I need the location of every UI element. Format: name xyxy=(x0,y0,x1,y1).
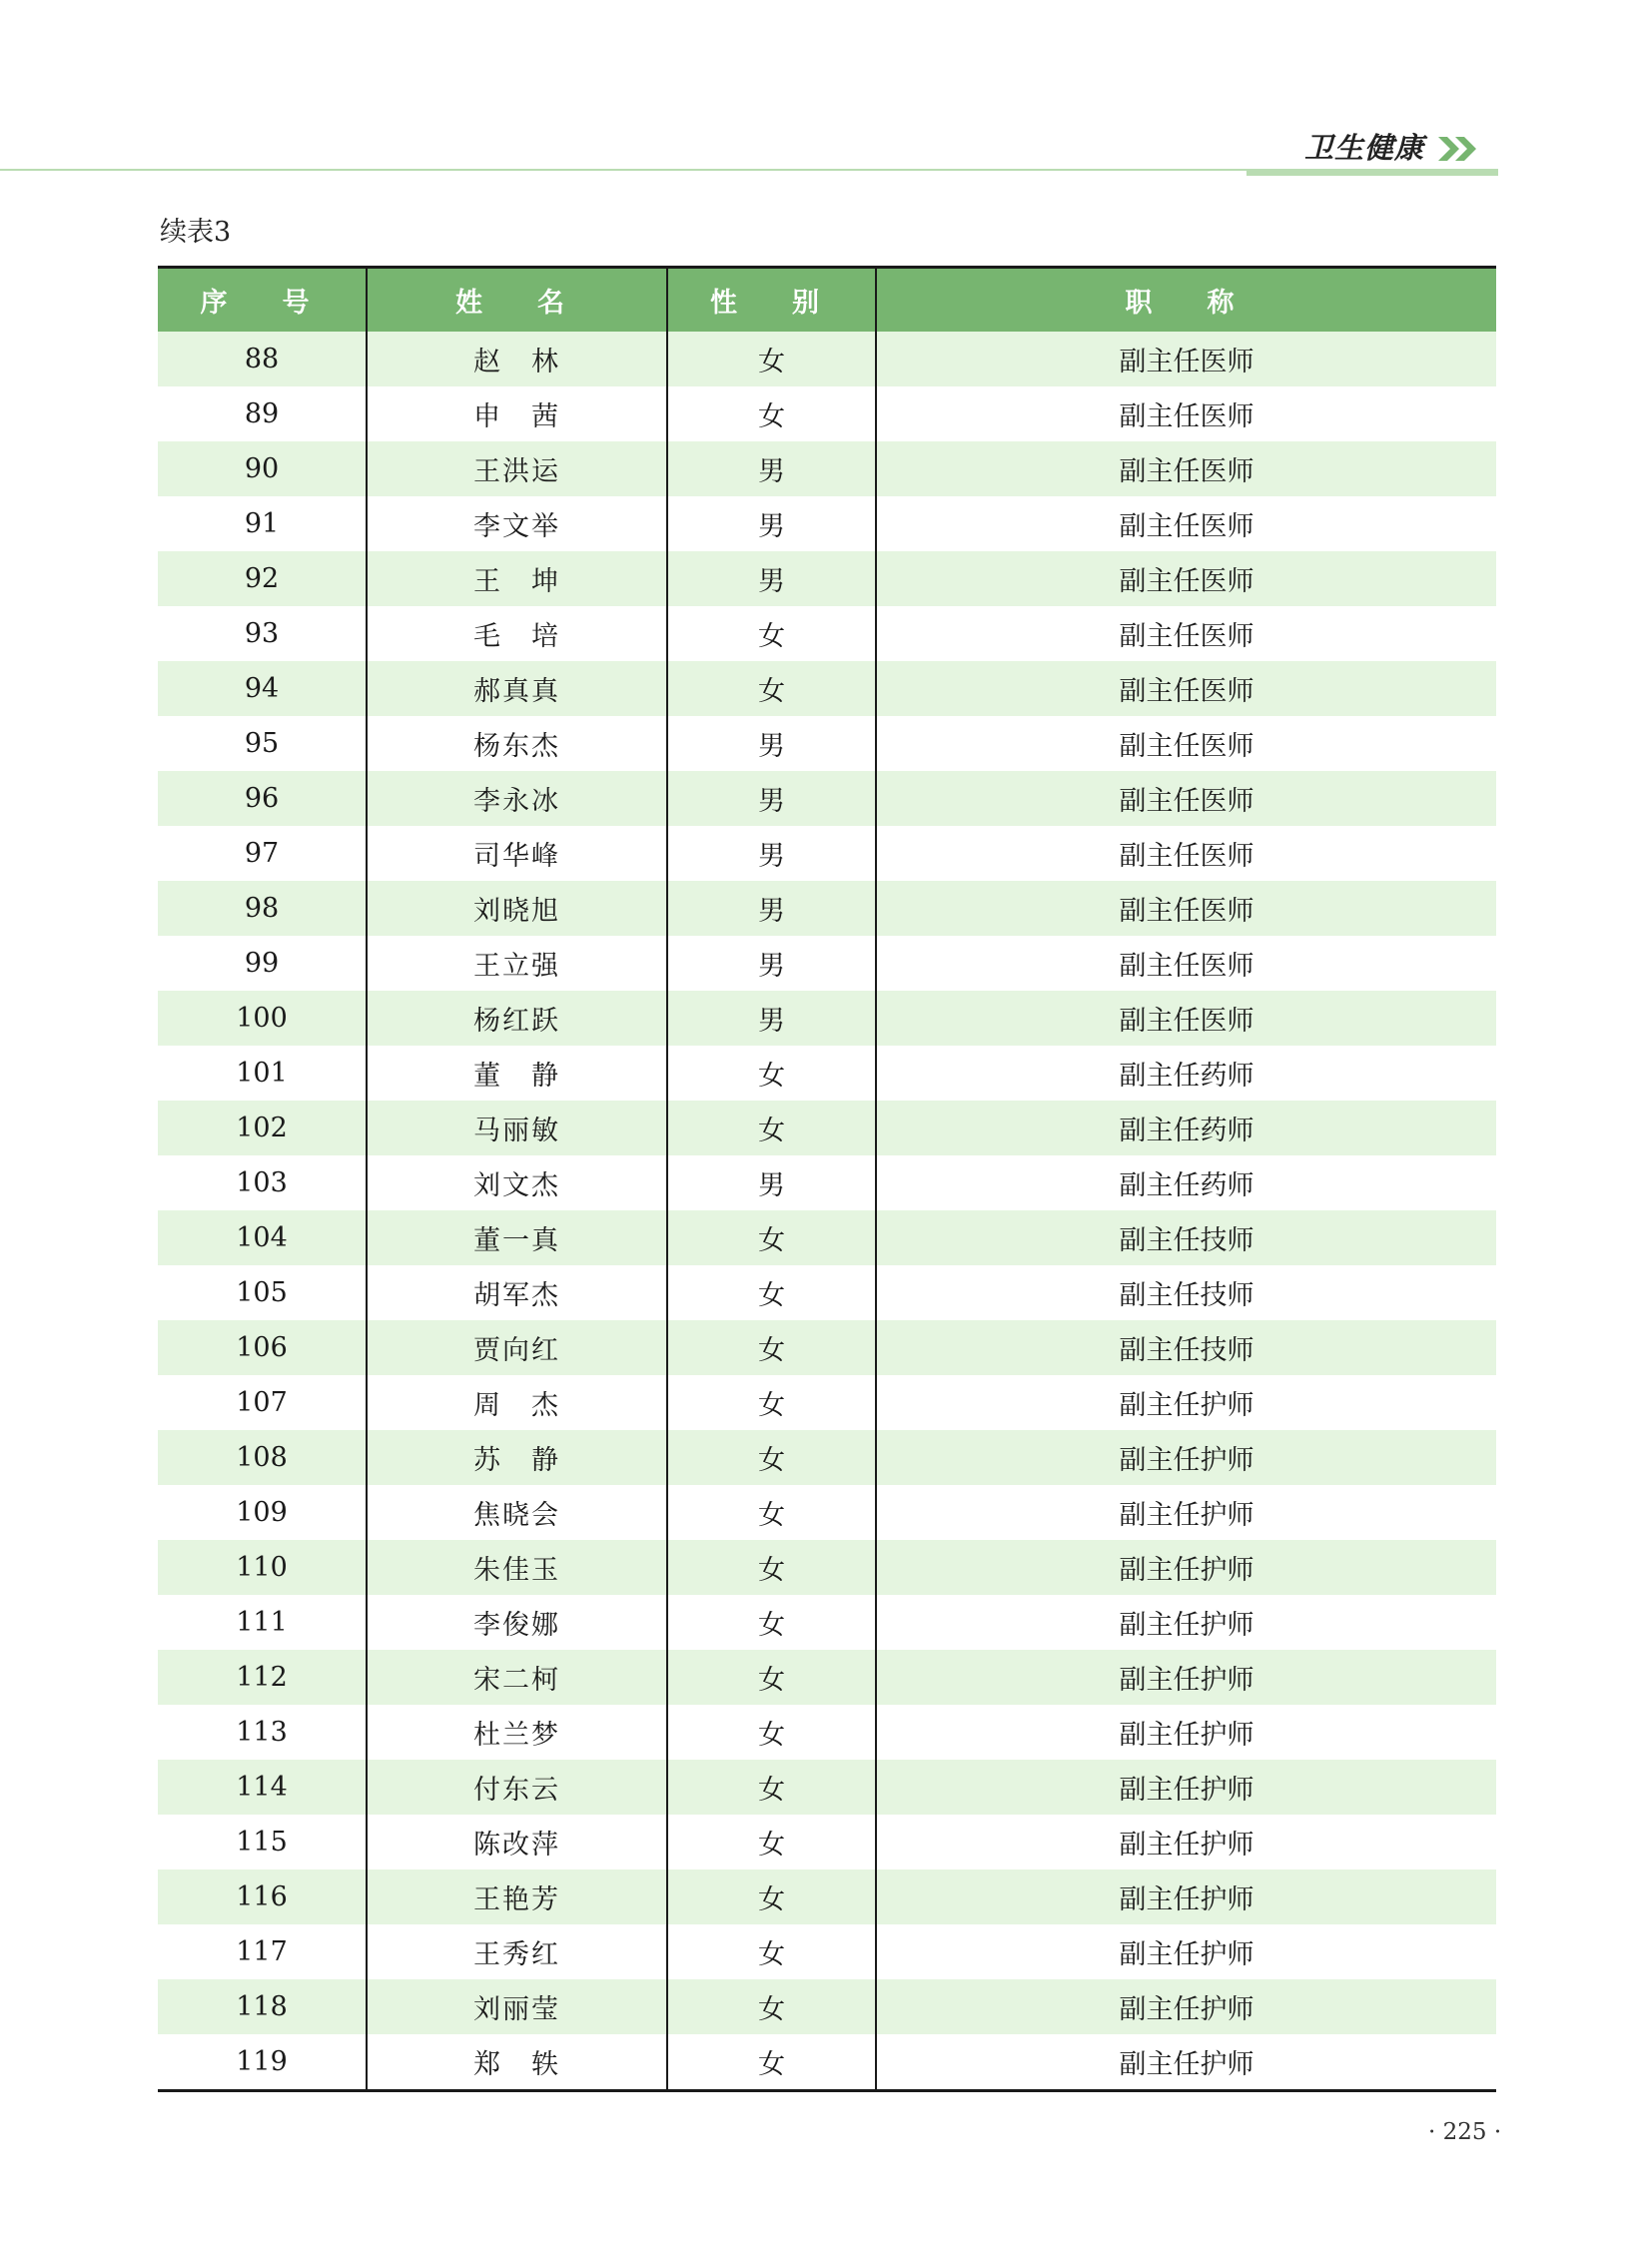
cell-name: 李永冰 xyxy=(367,771,667,826)
cell-number: 100 xyxy=(158,991,367,1046)
table-row xyxy=(158,991,1496,1046)
cell-gender: 女 xyxy=(667,661,876,716)
cell-number: 102 xyxy=(158,1101,367,1155)
cell-title: 副主任护师 xyxy=(876,1705,1496,1760)
cell-name: 王 坤 xyxy=(367,551,667,606)
cell-number: 107 xyxy=(158,1375,367,1430)
cell-number: 89 xyxy=(158,386,367,441)
cell-number: 105 xyxy=(158,1265,367,1320)
cell-name: 毛 培 xyxy=(367,606,667,661)
cell-name: 李俊娜 xyxy=(367,1595,667,1650)
cell-number: 110 xyxy=(158,1540,367,1595)
cell-title: 副主任药师 xyxy=(876,1046,1496,1101)
cell-name: 焦晓会 xyxy=(367,1485,667,1540)
table-header-row xyxy=(158,268,1496,333)
column-header-number: 序 号 xyxy=(158,268,367,333)
staff-table xyxy=(158,266,1496,2092)
table-row xyxy=(158,1760,1496,1815)
cell-name: 苏 静 xyxy=(367,1430,667,1485)
cell-title: 副主任护师 xyxy=(876,1979,1496,2034)
header-rule-accent xyxy=(1246,169,1498,176)
cell-title: 副主任护师 xyxy=(876,1924,1496,1979)
cell-gender: 男 xyxy=(667,551,876,606)
cell-title: 副主任医师 xyxy=(876,606,1496,661)
cell-number: 103 xyxy=(158,1155,367,1210)
cell-title: 副主任药师 xyxy=(876,1101,1496,1155)
cell-name: 董一真 xyxy=(367,1210,667,1265)
cell-gender: 女 xyxy=(667,332,876,386)
cell-number: 92 xyxy=(158,551,367,606)
cell-number: 106 xyxy=(158,1320,367,1375)
table-row xyxy=(158,936,1496,991)
cell-name: 宋二柯 xyxy=(367,1650,667,1705)
cell-title: 副主任医师 xyxy=(876,881,1496,936)
cell-title: 副主任医师 xyxy=(876,386,1496,441)
cell-name: 周 杰 xyxy=(367,1375,667,1430)
table-row xyxy=(158,661,1496,716)
cell-name: 朱佳玉 xyxy=(367,1540,667,1595)
cell-number: 117 xyxy=(158,1924,367,1979)
cell-gender: 女 xyxy=(667,1485,876,1540)
cell-number: 113 xyxy=(158,1705,367,1760)
cell-gender: 女 xyxy=(667,1046,876,1101)
cell-title: 副主任医师 xyxy=(876,826,1496,881)
cell-gender: 男 xyxy=(667,441,876,496)
section-title: 卫生健康 xyxy=(1304,131,1425,165)
table-row xyxy=(158,1705,1496,1760)
cell-number: 115 xyxy=(158,1815,367,1869)
table-row xyxy=(158,332,1496,386)
cell-title: 副主任护师 xyxy=(876,1869,1496,1924)
cell-gender: 男 xyxy=(667,936,876,991)
table-row xyxy=(158,881,1496,936)
cell-title: 副主任护师 xyxy=(876,1485,1496,1540)
cell-name: 王秀红 xyxy=(367,1924,667,1979)
cell-number: 98 xyxy=(158,881,367,936)
cell-number: 116 xyxy=(158,1869,367,1924)
table-row xyxy=(158,1485,1496,1540)
cell-name: 陈改萍 xyxy=(367,1815,667,1869)
table-row xyxy=(158,1046,1496,1101)
cell-title: 副主任护师 xyxy=(876,1815,1496,1869)
double-chevron-right-icon xyxy=(1438,135,1484,163)
cell-name: 王洪运 xyxy=(367,441,667,496)
cell-title: 副主任护师 xyxy=(876,1595,1496,1650)
cell-name: 胡军杰 xyxy=(367,1265,667,1320)
cell-title: 副主任技师 xyxy=(876,1320,1496,1375)
cell-name: 李文举 xyxy=(367,496,667,551)
cell-gender: 男 xyxy=(667,881,876,936)
cell-title: 副主任医师 xyxy=(876,551,1496,606)
cell-name: 郑 轶 xyxy=(367,2034,667,2091)
cell-name: 刘文杰 xyxy=(367,1155,667,1210)
cell-title: 副主任药师 xyxy=(876,1155,1496,1210)
cell-title: 副主任护师 xyxy=(876,1650,1496,1705)
cell-number: 97 xyxy=(158,826,367,881)
cell-name: 司华峰 xyxy=(367,826,667,881)
table-row xyxy=(158,1650,1496,1705)
cell-title: 副主任护师 xyxy=(876,1760,1496,1815)
cell-title: 副主任技师 xyxy=(876,1265,1496,1320)
cell-number: 96 xyxy=(158,771,367,826)
cell-gender: 男 xyxy=(667,716,876,771)
column-header-title: 职 称 xyxy=(876,268,1496,333)
cell-title: 副主任护师 xyxy=(876,2034,1496,2091)
cell-gender: 男 xyxy=(667,771,876,826)
table-row xyxy=(158,1979,1496,2034)
table-row xyxy=(158,1540,1496,1595)
cell-name: 付东云 xyxy=(367,1760,667,1815)
cell-number: 88 xyxy=(158,332,367,386)
cell-number: 118 xyxy=(158,1979,367,2034)
table-row xyxy=(158,1375,1496,1430)
cell-name: 董 静 xyxy=(367,1046,667,1101)
cell-number: 101 xyxy=(158,1046,367,1101)
cell-title: 副主任技师 xyxy=(876,1210,1496,1265)
table-row xyxy=(158,386,1496,441)
cell-name: 郝真真 xyxy=(367,661,667,716)
cell-gender: 女 xyxy=(667,1760,876,1815)
table-row xyxy=(158,1265,1496,1320)
cell-title: 副主任医师 xyxy=(876,716,1496,771)
table-row xyxy=(158,1210,1496,1265)
cell-gender: 女 xyxy=(667,1210,876,1265)
cell-title: 副主任医师 xyxy=(876,936,1496,991)
cell-gender: 女 xyxy=(667,1101,876,1155)
cell-gender: 女 xyxy=(667,1430,876,1485)
cell-number: 114 xyxy=(158,1760,367,1815)
cell-gender: 女 xyxy=(667,606,876,661)
cell-gender: 女 xyxy=(667,1650,876,1705)
cell-name: 王立强 xyxy=(367,936,667,991)
table-row xyxy=(158,1430,1496,1485)
cell-title: 副主任护师 xyxy=(876,1540,1496,1595)
table-row xyxy=(158,2034,1496,2091)
cell-name: 杨东杰 xyxy=(367,716,667,771)
cell-title: 副主任医师 xyxy=(876,332,1496,386)
table-row xyxy=(158,551,1496,606)
cell-number: 90 xyxy=(158,441,367,496)
cell-title: 副主任医师 xyxy=(876,441,1496,496)
cell-gender: 女 xyxy=(667,1979,876,2034)
table-row xyxy=(158,496,1496,551)
cell-gender: 男 xyxy=(667,991,876,1046)
cell-name: 王艳芳 xyxy=(367,1869,667,1924)
cell-number: 99 xyxy=(158,936,367,991)
cell-gender: 男 xyxy=(667,1155,876,1210)
cell-gender: 女 xyxy=(667,386,876,441)
cell-gender: 男 xyxy=(667,826,876,881)
cell-name: 刘丽莹 xyxy=(367,1979,667,2034)
cell-gender: 女 xyxy=(667,1924,876,1979)
table-row xyxy=(158,1320,1496,1375)
cell-title: 副主任医师 xyxy=(876,661,1496,716)
cell-gender: 女 xyxy=(667,1320,876,1375)
cell-gender: 女 xyxy=(667,1540,876,1595)
table-row xyxy=(158,606,1496,661)
table-row xyxy=(158,826,1496,881)
cell-gender: 女 xyxy=(667,1265,876,1320)
cell-number: 112 xyxy=(158,1650,367,1705)
cell-number: 93 xyxy=(158,606,367,661)
cell-name: 马丽敏 xyxy=(367,1101,667,1155)
table-row xyxy=(158,1155,1496,1210)
cell-gender: 女 xyxy=(667,1869,876,1924)
cell-number: 108 xyxy=(158,1430,367,1485)
cell-name: 刘晓旭 xyxy=(367,881,667,936)
cell-title: 副主任医师 xyxy=(876,771,1496,826)
table-row xyxy=(158,771,1496,826)
cell-title: 副主任护师 xyxy=(876,1375,1496,1430)
cell-number: 94 xyxy=(158,661,367,716)
cell-gender: 女 xyxy=(667,1815,876,1869)
cell-title: 副主任医师 xyxy=(876,496,1496,551)
cell-number: 111 xyxy=(158,1595,367,1650)
cell-name: 杜兰梦 xyxy=(367,1705,667,1760)
table-row xyxy=(158,441,1496,496)
page-number: · 225 · xyxy=(1428,2119,1502,2145)
cell-number: 95 xyxy=(158,716,367,771)
cell-title: 副主任护师 xyxy=(876,1430,1496,1485)
cell-gender: 男 xyxy=(667,496,876,551)
cell-gender: 女 xyxy=(667,1595,876,1650)
cell-name: 杨红跃 xyxy=(367,991,667,1046)
table-row xyxy=(158,716,1496,771)
table-continued-label: 续表3 xyxy=(160,217,232,248)
column-header-name: 姓 名 xyxy=(367,268,667,333)
cell-gender: 女 xyxy=(667,1375,876,1430)
table-row xyxy=(158,1924,1496,1979)
column-header-gender: 性 别 xyxy=(667,268,876,333)
table-row xyxy=(158,1869,1496,1924)
table-row xyxy=(158,1101,1496,1155)
table-row xyxy=(158,1815,1496,1869)
cell-name: 贾向红 xyxy=(367,1320,667,1375)
cell-number: 119 xyxy=(158,2034,367,2091)
cell-number: 109 xyxy=(158,1485,367,1540)
table-row xyxy=(158,1595,1496,1650)
cell-name: 赵 林 xyxy=(367,332,667,386)
cell-name: 申 茜 xyxy=(367,386,667,441)
cell-number: 91 xyxy=(158,496,367,551)
cell-number: 104 xyxy=(158,1210,367,1265)
cell-gender: 女 xyxy=(667,1705,876,1760)
cell-title: 副主任医师 xyxy=(876,991,1496,1046)
cell-gender: 女 xyxy=(667,2034,876,2091)
